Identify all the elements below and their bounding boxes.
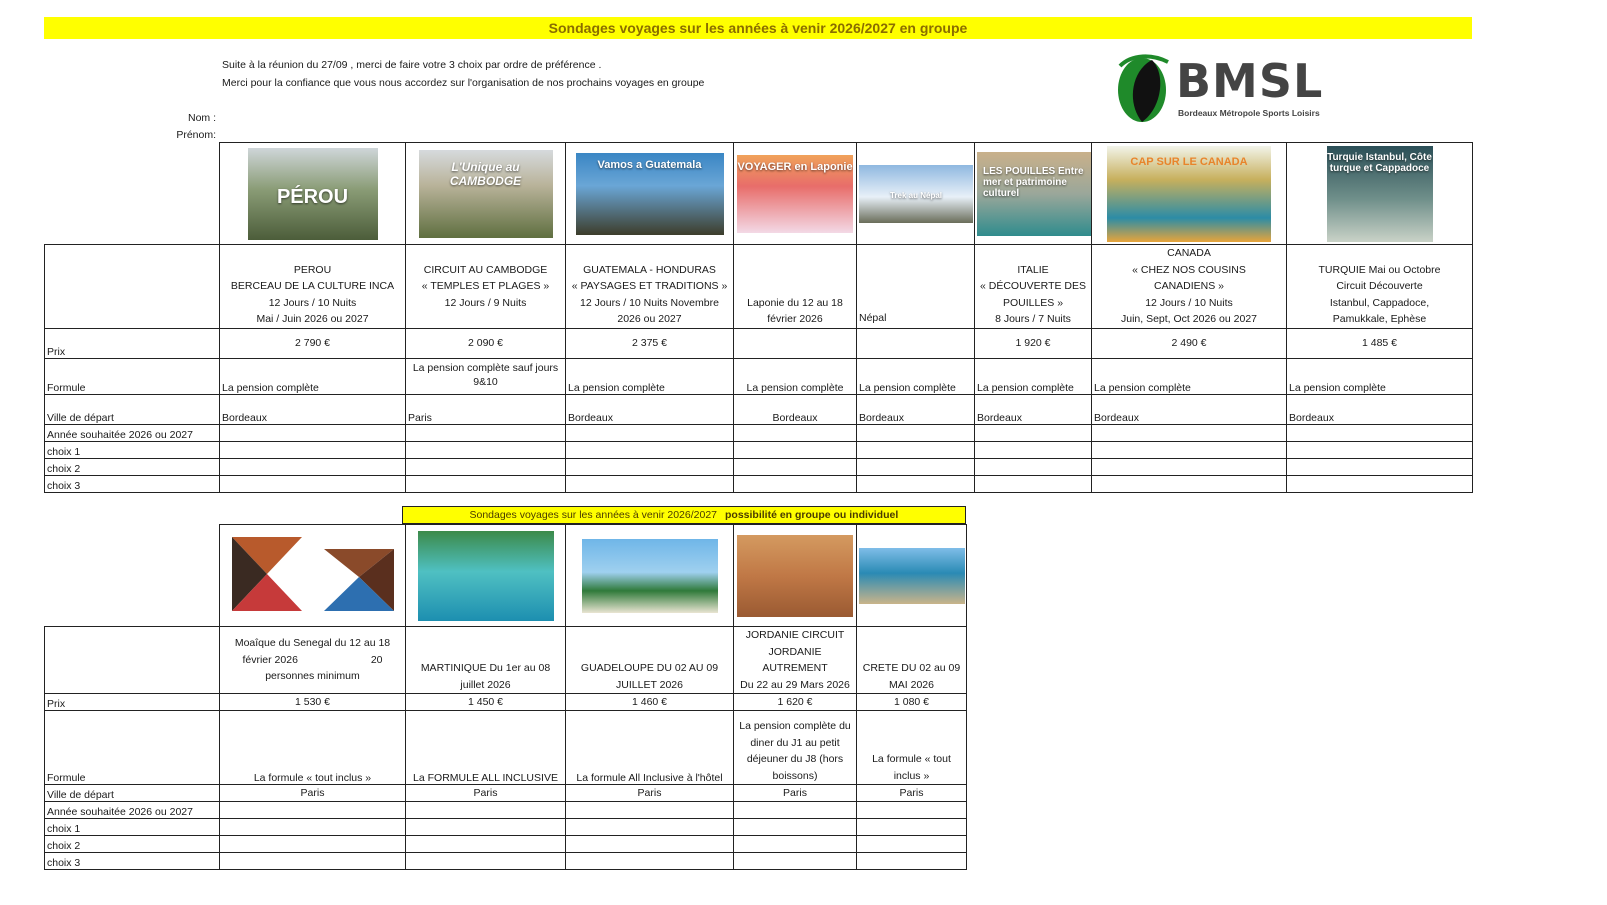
input-cell[interactable] [975, 424, 1092, 441]
bmsl-swirl-icon [1112, 52, 1172, 124]
trip-ville: Paris [220, 785, 406, 802]
ville-label: Ville de départ [45, 394, 220, 424]
trip-ville: Bordeaux [220, 394, 406, 424]
guatemala-photo: Vamos a Guatemala [576, 153, 724, 235]
input-cell[interactable] [857, 424, 975, 441]
input-cell[interactable] [734, 441, 857, 458]
input-cell[interactable] [406, 802, 566, 819]
individual-banner [402, 506, 966, 524]
formule-label: Formule [45, 711, 220, 785]
trip-image-cell [857, 143, 975, 245]
nom-label: Nom : [187, 112, 216, 124]
trip-desc: GUATEMALA - HONDURAS « PAYSAGES ET TRADITIONS » 12 Jours / 10 Nuits Novembre 2026 ou 2027 [566, 245, 734, 329]
input-cell[interactable] [857, 441, 975, 458]
choix1-label: choix 1 [45, 819, 220, 836]
trip-image-cell [566, 143, 734, 245]
trip-image-cell [406, 143, 566, 245]
input-cell[interactable] [734, 424, 857, 441]
trip-desc: TURQUIE Mai ou Octobre Circuit Découverte Istanbul, Cappadoce, Pamukkale, Ephèse [1287, 245, 1473, 329]
canada-photo: CAP SUR LE CANADA [1107, 146, 1271, 242]
input-cell[interactable] [975, 441, 1092, 458]
page-title: Sondages voyages sur les années à venir 2026/2027 en groupe [44, 17, 1472, 39]
input-cell[interactable] [406, 819, 566, 836]
choix3-label: choix 3 [45, 853, 220, 870]
trip-formule: La FORMULE ALL INCLUSIVE [406, 711, 566, 785]
crete-photo [859, 548, 965, 604]
input-cell[interactable] [975, 475, 1092, 492]
input-cell[interactable] [734, 853, 857, 870]
trip-desc: MARTINIQUE Du 1er au 08 juillet 2026 [406, 627, 566, 694]
choix3-label: choix 3 [45, 475, 220, 492]
trip-formule: La pension complète [1092, 358, 1287, 394]
input-cell[interactable] [566, 853, 734, 870]
input-cell[interactable] [1092, 458, 1287, 475]
trip-formule: La pension complète [975, 358, 1092, 394]
input-cell[interactable] [734, 836, 857, 853]
input-cell[interactable] [406, 475, 566, 492]
trip-desc: Moaîque du Senegal du 12 au 18 février 2026 20 personnes minimum [220, 627, 406, 694]
trip-price: 1 530 € [220, 694, 406, 711]
choix2-label: choix 2 [45, 836, 220, 853]
choix1-label: choix 1 [45, 441, 220, 458]
input-cell[interactable] [220, 853, 406, 870]
trip-ville: Bordeaux [1092, 394, 1287, 424]
trip-desc: CANADA « CHEZ NOS COUSINS CANADIENS » 12 Jours / 10 Nuits Juin, Sept, Oct 2026 ou 2027 [1092, 245, 1287, 329]
input-cell[interactable] [734, 458, 857, 475]
trip-image-cell [857, 525, 967, 627]
ville-label: Ville de départ [45, 785, 220, 802]
trip-image-cell [734, 143, 857, 245]
individual-banner-note: possibilité en groupe ou individuel [725, 509, 899, 521]
intro-text-1: Suite à la réunion du 27/09 , merci de faire votre 3 choix par ordre de préférence . [222, 59, 602, 71]
trip-desc: CRETE DU 02 au 09 MAI 2026 [857, 627, 967, 694]
logo-name: BMSL [1176, 54, 1324, 108]
annee-label: Année souhaitée 2026 ou 2027 [45, 802, 220, 819]
trip-formule: La pension complète [734, 358, 857, 394]
jordan-photo [737, 535, 853, 617]
input-cell[interactable] [406, 458, 566, 475]
choix2-label: choix 2 [45, 458, 220, 475]
trip-price: 1 920 € [975, 328, 1092, 358]
trip-price: 2 790 € [220, 328, 406, 358]
trip-image-cell [734, 525, 857, 627]
trip-formule: La formule « tout inclus » [220, 711, 406, 785]
input-cell[interactable] [734, 802, 857, 819]
trip-image-cell [975, 143, 1092, 245]
trip-formule: La pension complète [1287, 358, 1473, 394]
input-cell[interactable] [857, 458, 975, 475]
trip-ville: Bordeaux [975, 394, 1092, 424]
intro-text-2: Merci pour la confiance que vous nous accordez sur l'organisation de nos prochains voyages en groupe [222, 77, 705, 89]
trip-formule: La formule All Inclusive à l'hôtel [566, 711, 734, 785]
lapland-photo: VOYAGER en Laponie [737, 155, 853, 233]
input-cell[interactable] [566, 458, 734, 475]
trip-desc: JORDANIE CIRCUIT JORDANIE AUTREMENT Du 22 au 29 Mars 2026 [734, 627, 857, 694]
input-cell[interactable] [566, 836, 734, 853]
input-cell[interactable] [220, 458, 406, 475]
annee-label: Année souhaitée 2026 ou 2027 [45, 424, 220, 441]
trip-price: 2 090 € [406, 328, 566, 358]
trip-image-cell [220, 143, 406, 245]
trip-price [734, 328, 857, 358]
input-cell[interactable] [566, 475, 734, 492]
trip-ville: Bordeaux [1287, 394, 1473, 424]
input-cell[interactable] [857, 475, 975, 492]
trip-price: 1 485 € [1287, 328, 1473, 358]
input-cell[interactable] [406, 853, 566, 870]
trip-formule: La pension complète du diner du J1 au petit déjeuner du J8 (hors boissons) [734, 711, 857, 785]
input-cell[interactable] [406, 836, 566, 853]
input-cell[interactable] [566, 819, 734, 836]
input-cell[interactable] [1287, 441, 1473, 458]
input-cell[interactable] [734, 819, 857, 836]
input-cell[interactable] [1092, 424, 1287, 441]
trip-formule: La pension complète sauf jours 9&10 [406, 358, 566, 394]
trip-price: 1 620 € [734, 694, 857, 711]
prix-label: Prix [45, 328, 220, 358]
input-cell[interactable] [406, 424, 566, 441]
input-cell[interactable] [220, 424, 406, 441]
input-cell[interactable] [220, 441, 406, 458]
trip-desc: Laponie du 12 au 18 février 2026 [734, 245, 857, 329]
trip-ville: Bordeaux [566, 394, 734, 424]
logo-subtitle: Bordeaux Métropole Sports Loisirs [1178, 108, 1320, 118]
input-cell[interactable] [1092, 475, 1287, 492]
trip-image-cell [1092, 143, 1287, 245]
turkey-photo: Turquie Istanbul, Côte turque et Cappadoce [1327, 146, 1433, 242]
trip-desc: PEROU BERCEAU DE LA CULTURE INCA 12 Jours / 10 Nuits Mai / Juin 2026 ou 2027 [220, 245, 406, 329]
individual-survey-table [44, 524, 967, 870]
input-cell[interactable] [220, 802, 406, 819]
input-cell[interactable] [566, 441, 734, 458]
trip-formule: La pension complète [220, 358, 406, 394]
trip-image-cell [566, 525, 734, 627]
individual-banner-title: Sondages voyages sur les années à venir 2026/2027 [469, 509, 717, 521]
input-cell[interactable] [220, 475, 406, 492]
senegal-mosaic-image [232, 537, 394, 611]
trip-image-cell [1287, 143, 1473, 245]
nepal-photo: Trek au Népal [859, 165, 973, 223]
input-cell[interactable] [857, 819, 967, 836]
desc-label-cell [45, 627, 220, 694]
trip-ville: Paris [406, 785, 566, 802]
trip-price: 1 460 € [566, 694, 734, 711]
trip-desc: CIRCUIT AU CAMBODGE « TEMPLES ET PLAGES » 12 Jours / 9 Nuits [406, 245, 566, 329]
input-cell[interactable] [220, 836, 406, 853]
trip-price: 1 450 € [406, 694, 566, 711]
input-cell[interactable] [1287, 458, 1473, 475]
input-cell[interactable] [975, 458, 1092, 475]
trip-desc: ITALIE « DÉCOUVERTE DES POUILLES » 8 Jours / 7 Nuits [975, 245, 1092, 329]
trip-price: 1 080 € [857, 694, 967, 711]
formule-label: Formule [45, 358, 220, 394]
input-cell[interactable] [1092, 441, 1287, 458]
input-cell[interactable] [857, 836, 967, 853]
trip-formule: La pension complète [857, 358, 975, 394]
empty-corner [45, 143, 220, 245]
prenom-label: Prénom: [176, 129, 216, 141]
input-cell[interactable] [220, 819, 406, 836]
trip-price [857, 328, 975, 358]
input-cell[interactable] [406, 441, 566, 458]
trip-desc: GUADELOUPE DU 02 AU 09 JUILLET 2026 [566, 627, 734, 694]
trip-price: 2 490 € [1092, 328, 1287, 358]
input-cell[interactable] [566, 802, 734, 819]
trip-ville: Paris [406, 394, 566, 424]
trip-image-cell [220, 525, 406, 627]
peru-photo: PÉROU [248, 148, 378, 240]
empty-corner [45, 525, 220, 627]
trip-image-cell [406, 525, 566, 627]
input-cell[interactable] [734, 475, 857, 492]
trip-formule: La formule « tout inclus » [857, 711, 967, 785]
input-cell[interactable] [1287, 424, 1473, 441]
martinique-photo [418, 531, 554, 621]
trip-ville: Bordeaux [734, 394, 857, 424]
trip-formule: La pension complète [566, 358, 734, 394]
bmsl-logo [1112, 52, 1342, 124]
cambodia-photo: L'Unique au CAMBODGE [419, 150, 553, 238]
trip-ville: Bordeaux [857, 394, 975, 424]
group-survey-table [44, 142, 1473, 493]
trip-ville: Paris [857, 785, 967, 802]
pouilles-photo: LES POUILLES Entre mer et patrimoine culturel [977, 152, 1091, 236]
prix-label: Prix [45, 694, 220, 711]
desc-label-cell [45, 245, 220, 329]
trip-ville: Paris [734, 785, 857, 802]
guadeloupe-photo [582, 539, 718, 613]
trip-ville: Paris [566, 785, 734, 802]
input-cell[interactable] [566, 424, 734, 441]
trip-desc: Népal [857, 245, 975, 329]
input-cell[interactable] [857, 802, 967, 819]
trip-price: 2 375 € [566, 328, 734, 358]
input-cell[interactable] [1287, 475, 1473, 492]
input-cell[interactable] [857, 853, 967, 870]
